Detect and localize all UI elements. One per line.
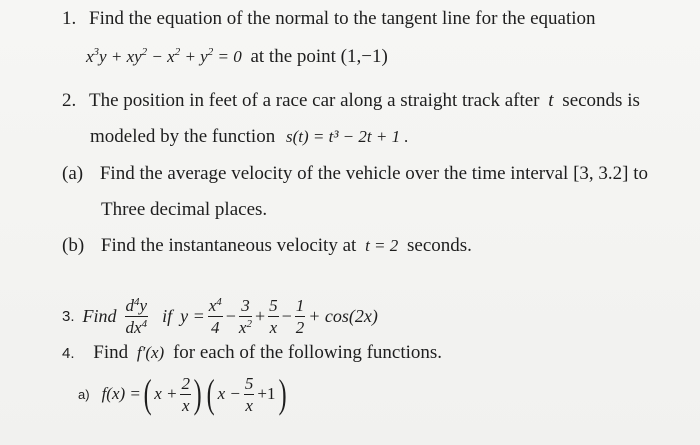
q3-word: Find (82, 305, 117, 326)
q2-number: 2. (62, 90, 77, 111)
q3-frac-1: $\frac{x^4}{4}$ (208, 295, 222, 337)
q2-var-t: t (548, 90, 554, 111)
q2-line (62, 90, 640, 112)
q4-fprime: f′(x) (136, 343, 165, 362)
q2-function: s(t) = t³ − 2t + 1 . (285, 127, 409, 146)
q3-y-equals: y = (180, 305, 205, 326)
q2a-line (62, 163, 648, 185)
q2b-label: (b) (62, 235, 85, 256)
q3-line (62, 288, 378, 344)
q1-number: 1. (62, 8, 77, 29)
q2a-line2 (101, 199, 267, 221)
q2a-line2-text: Three decimal places. (101, 199, 268, 220)
q4a-plus-one: +1 (257, 384, 276, 403)
q3-frac-2: $\frac{3}{x^2}$ (238, 295, 252, 337)
q2-text: The position in feet of a race car along a straight track after (89, 90, 540, 111)
q4-number: 4. (62, 345, 75, 362)
q4a-paren-open-1: ( (143, 371, 152, 416)
q1-text: Find the equation of the normal to the tangent line for the equation (89, 8, 596, 29)
q3-tail: + cos(2x) (308, 305, 378, 326)
q4-line (62, 342, 442, 364)
q3-number: 3. (62, 307, 75, 325)
q3-derivative: $\frac{d^4y}{dx^4}$ (125, 295, 148, 337)
q4a-label: a) (78, 386, 90, 402)
q2b-text-end: seconds. (407, 235, 472, 256)
q4a-frac-2: $\frac{5}{x}$ (244, 373, 254, 415)
q4a-line (78, 364, 289, 424)
q4a-paren-close-2: ) (278, 371, 287, 416)
q3-minus-1: − (225, 305, 236, 326)
q1-line (62, 8, 596, 30)
q4a-frac-1: $\frac{2}{x}$ (181, 373, 190, 415)
q3-if: if (162, 305, 173, 326)
q2-line2 (90, 126, 409, 148)
q3-frac-4: $\frac{1}{2}$ (295, 295, 305, 337)
q3-frac-3: $\frac{5}{x}$ (269, 295, 278, 337)
q4-text: Find (93, 342, 129, 363)
q4a-paren-close-1: ) (193, 371, 202, 416)
q2-line2-text: modeled by the function (90, 126, 276, 147)
q1-point-text: at the point (1,−1) (250, 46, 388, 67)
q1-equation: $x^3y + xy^2 - x^2 + y^2 = 0$ (86, 46, 242, 66)
q4a-x-2: x − (217, 384, 241, 403)
q3-minus-2: − (281, 305, 292, 326)
q1-equation-line (86, 46, 388, 68)
q4a-paren-open-2: ( (206, 371, 215, 416)
q2a-text: Find the average velocity of the vehicle over the time interval [3, 3.2] to (99, 163, 649, 184)
q2b-condition: t = 2 (365, 236, 399, 255)
q4a-f-of-x: f(x) = (101, 384, 141, 403)
q2b-text: Find the instantaneous velocity at (100, 235, 357, 256)
q4-text-end: for each of the following functions. (172, 342, 443, 363)
q2b-line (62, 235, 472, 257)
q2a-label: (a) (62, 163, 84, 184)
q3-plus-1: + (254, 305, 266, 326)
q4a-x-1: x + (154, 384, 178, 403)
q2-text-end: seconds is (562, 90, 640, 111)
